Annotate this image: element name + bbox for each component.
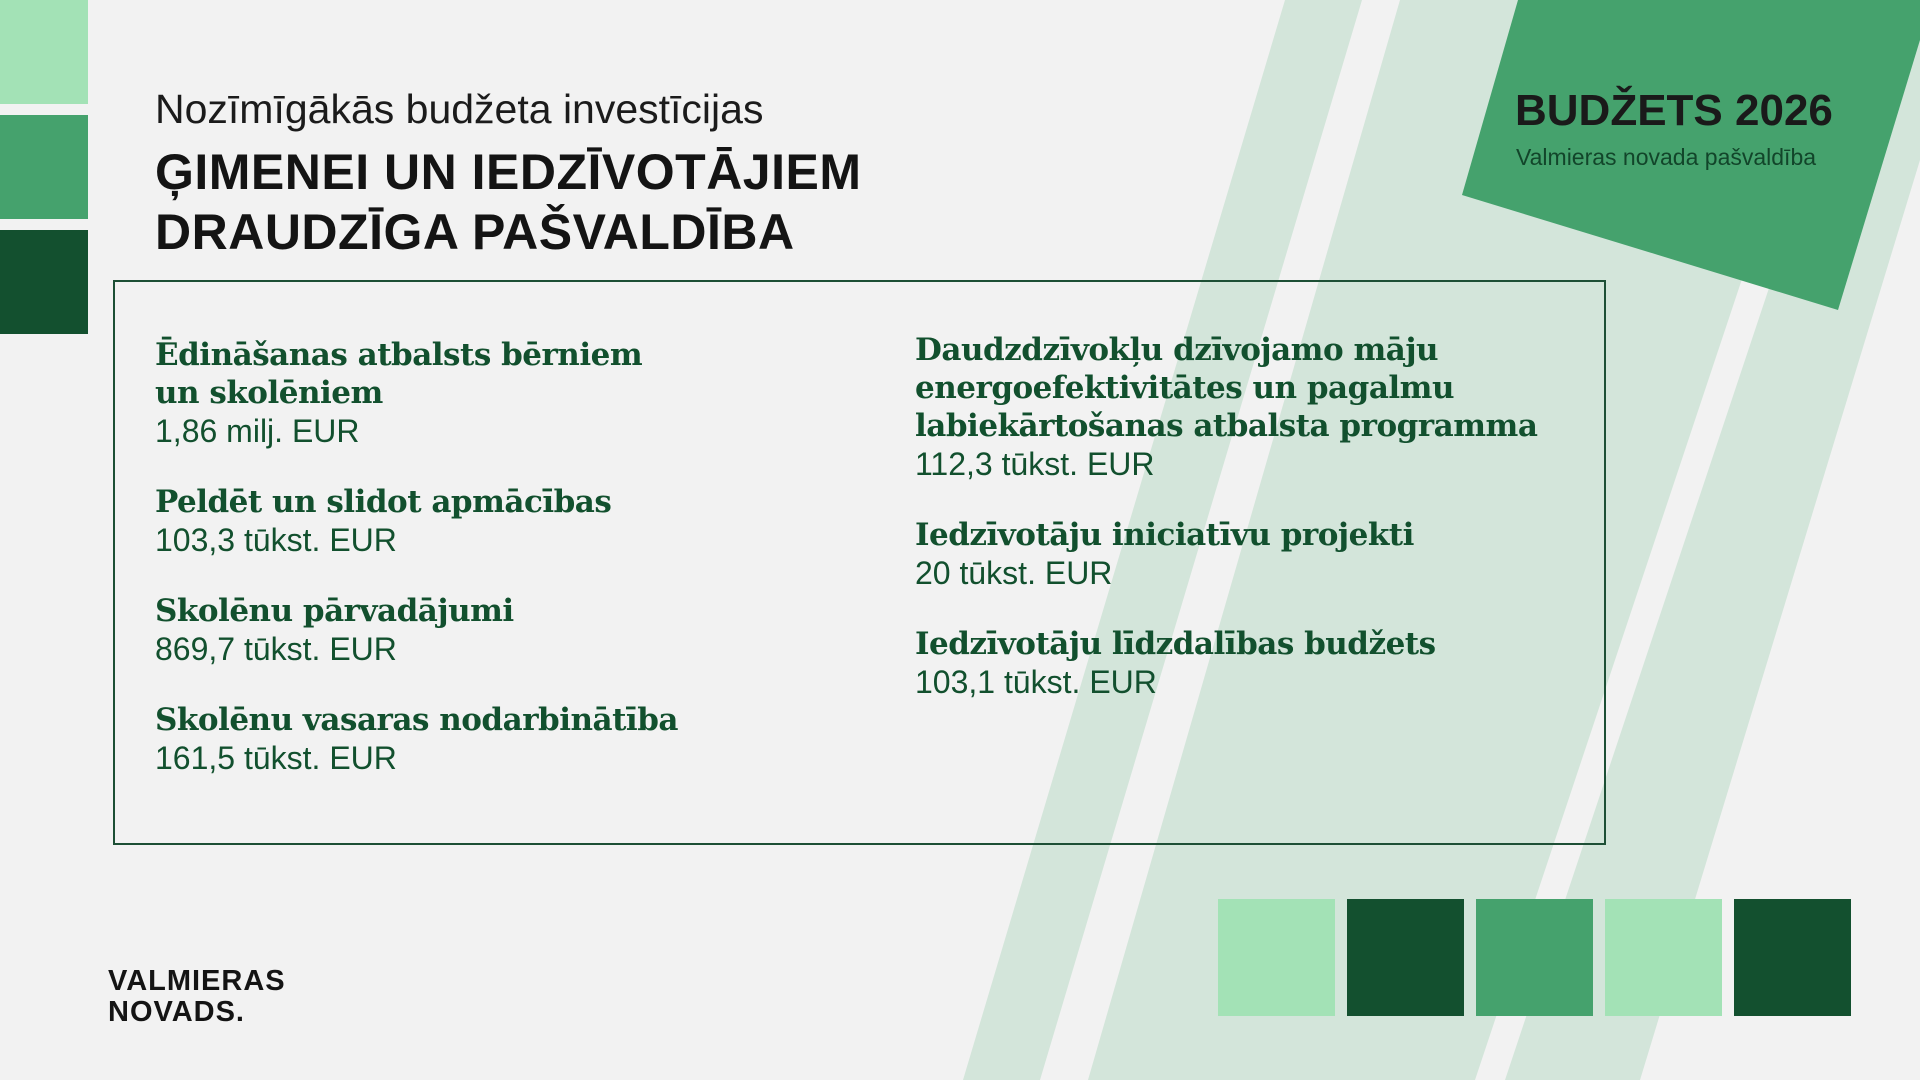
item-title: Skolēnu pārvadājumi <box>155 593 514 629</box>
item-value: 112,3 tūkst. EUR <box>915 446 1155 482</box>
list-item <box>155 701 835 777</box>
bottom-square-5 <box>1734 899 1851 1016</box>
budget-badge-subtitle: Valmieras novada pašvaldība <box>1516 144 1817 170</box>
item-title: Skolēnu vasaras nodarbinātība <box>155 702 678 738</box>
page-title <box>155 142 862 262</box>
bottom-square-1 <box>1218 899 1335 1016</box>
item-title: Iedzīvotāju iniciatīvu projekti <box>915 517 1414 553</box>
list-item <box>915 625 1605 701</box>
page-title-line-2: DRAUDZĪGA PAŠVALDĪBA <box>155 204 795 260</box>
left-square-light <box>0 0 88 104</box>
item-value: 869,7 tūkst. EUR <box>155 631 397 667</box>
page-title-line-1: ĢIMENEI UN IEDZĪVOTĀJIEM <box>155 144 862 200</box>
valmieras-novads-logo <box>108 966 286 1028</box>
item-title: Daudzdzīvokļu dzīvojamo māju energoefektivitātes un pagalmu labiekārtošanas atbalsta programma <box>915 332 1538 444</box>
list-item <box>155 592 835 668</box>
logo-line-2: NOVADS. <box>108 996 245 1028</box>
item-value: 1,86 milj. EUR <box>155 413 360 449</box>
item-value: 20 tūkst. EUR <box>915 555 1113 591</box>
logo-line-1: VALMIERAS <box>108 965 286 997</box>
item-value: 103,3 tūkst. EUR <box>155 522 397 558</box>
bottom-square-4 <box>1605 899 1722 1016</box>
list-item <box>155 483 835 559</box>
item-value: 161,5 tūkst. EUR <box>155 740 397 776</box>
budget-badge-title: BUDŽETS 2026 <box>1515 86 1833 135</box>
investments-left-column <box>155 336 835 810</box>
page-subtitle: Nozīmīgākās budžeta investīcijas <box>155 86 764 132</box>
left-square-dark <box>0 230 88 334</box>
item-title: Peldēt un slidot apmācības <box>155 484 612 520</box>
item-title: Ēdināšanas atbalsts bērniem un skolēniem <box>155 337 643 411</box>
list-item <box>915 331 1605 483</box>
bottom-square-3 <box>1476 899 1593 1016</box>
list-item <box>155 336 835 450</box>
item-value: 103,1 tūkst. EUR <box>915 664 1157 700</box>
item-title: Iedzīvotāju līdzdalības budžets <box>915 626 1436 662</box>
left-square-mid <box>0 115 88 219</box>
bottom-square-2 <box>1347 899 1464 1016</box>
list-item <box>915 516 1605 592</box>
investments-right-column <box>915 331 1605 734</box>
